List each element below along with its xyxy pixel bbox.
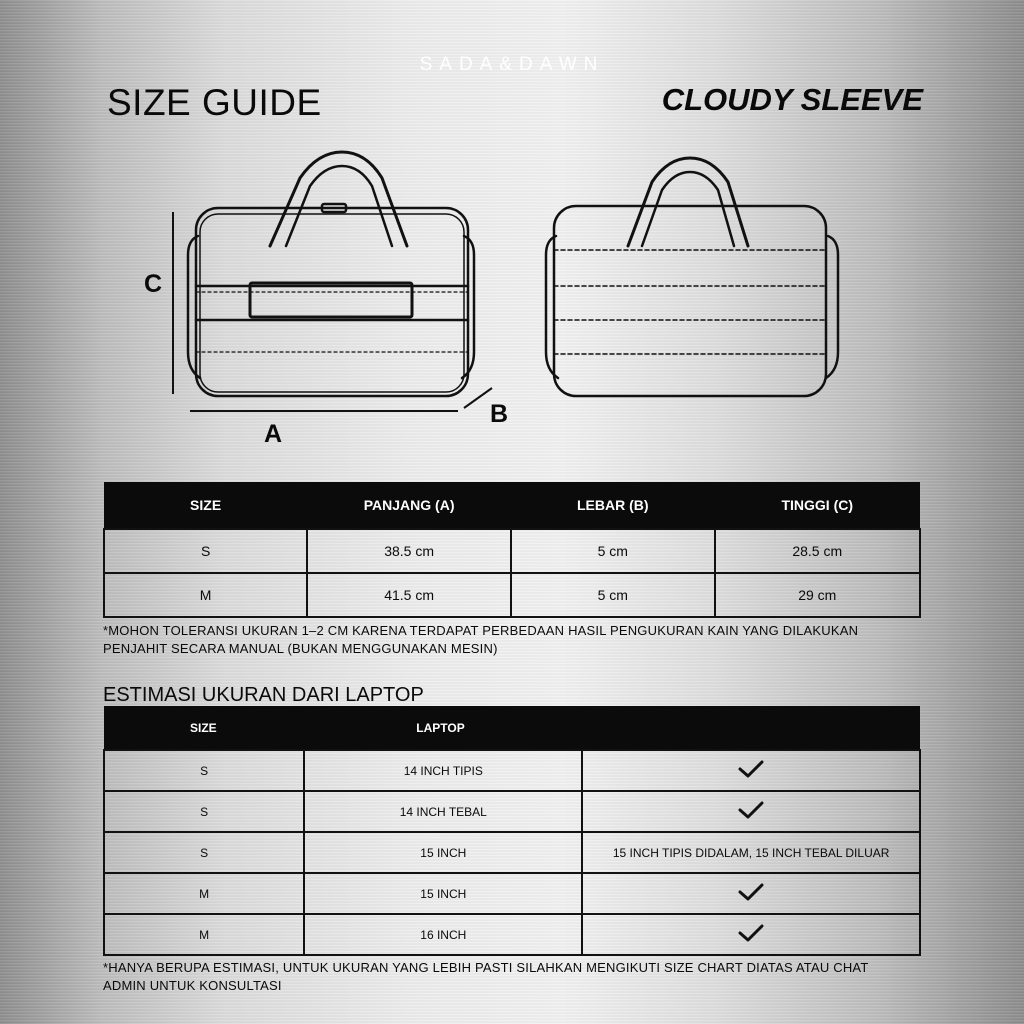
cell-panjang: 41.5 cm <box>307 573 511 617</box>
cell-size: S <box>104 832 304 873</box>
table-row <box>104 832 920 873</box>
cell-laptop: 14 INCH TEBAL <box>304 791 582 832</box>
header-size: SIZE <box>104 706 304 750</box>
header-panjang: PANJANG (A) <box>307 482 511 529</box>
header-laptop: LAPTOP <box>304 706 582 750</box>
cell-size: S <box>104 750 304 791</box>
laptop-table <box>103 706 921 956</box>
table-row <box>104 750 920 791</box>
note-line: *HANYA BERUPA ESTIMASI, UNTUK UKURAN YANG LEBIH PASTI SILAHKAN MENGIKUTI SIZE CHART DIATAS ATAU CHAT <box>103 960 869 975</box>
cell-fit <box>582 791 920 832</box>
cell-laptop: 16 INCH <box>304 914 582 955</box>
note-line: ADMIN UNTUK KONSULTASI <box>103 978 282 993</box>
cell-lebar: 5 cm <box>511 529 714 573</box>
cell-lebar: 5 cm <box>511 573 714 617</box>
size-table-header-row <box>104 482 920 529</box>
note-line: *MOHON TOLERANSI UKURAN 1–2 CM KARENA TERDAPAT PERBEDAAN HASIL PENGUKURAN KAIN YANG DILAKUKAN <box>103 623 859 638</box>
laptop-table-header-row <box>104 706 920 750</box>
header-tinggi: TINGGI (C) <box>715 482 921 529</box>
cell-size: S <box>104 529 307 573</box>
brand-logo: SADA&DAWN <box>419 54 605 75</box>
cell-size: M <box>104 914 304 955</box>
header-fit <box>582 706 920 750</box>
table-row <box>104 791 920 832</box>
cell-tinggi: 28.5 cm <box>715 529 921 573</box>
dimension-lines <box>173 212 492 411</box>
cell-fit <box>582 914 920 955</box>
table-row <box>104 573 920 617</box>
bag-illustrations <box>0 0 1024 480</box>
dimension-label-b: B <box>490 400 509 428</box>
note-line: PENJAHIT SECARA MANUAL (BUKAN MENGGUNAKAN MESIN) <box>103 641 498 656</box>
dimension-label-a: A <box>264 420 283 448</box>
table-row <box>104 529 920 573</box>
cell-fit <box>582 750 920 791</box>
size-table <box>103 482 921 618</box>
cell-size: S <box>104 791 304 832</box>
header-lebar: LEBAR (B) <box>511 482 714 529</box>
cell-laptop: 15 INCH <box>304 873 582 914</box>
cell-fit <box>582 873 920 914</box>
product-title: CLOUDY SLEEVE <box>661 82 923 117</box>
checkmark-icon <box>737 922 765 944</box>
cell-laptop: 15 INCH <box>304 832 582 873</box>
page-title: SIZE GUIDE <box>107 82 322 123</box>
bag-front-drawing <box>188 152 474 396</box>
laptop-table-note <box>103 959 923 995</box>
cell-fit-note: 15 INCH TIPIS DIDALAM, 15 INCH TEBAL DILUAR <box>582 832 920 873</box>
size-table-note <box>103 622 923 658</box>
laptop-table-title: ESTIMASI UKURAN DARI LAPTOP <box>103 684 424 706</box>
cell-size: M <box>104 573 307 617</box>
checkmark-icon <box>737 758 765 780</box>
cell-size: M <box>104 873 304 914</box>
cell-laptop: 14 INCH TIPIS <box>304 750 582 791</box>
cell-panjang: 38.5 cm <box>307 529 511 573</box>
dimension-label-c: C <box>144 270 163 298</box>
table-row <box>104 914 920 955</box>
checkmark-icon <box>737 881 765 903</box>
bag-back-drawing <box>546 158 838 396</box>
header-size: SIZE <box>104 482 307 529</box>
cell-tinggi: 29 cm <box>715 573 921 617</box>
checkmark-icon <box>737 799 765 821</box>
table-row <box>104 873 920 914</box>
